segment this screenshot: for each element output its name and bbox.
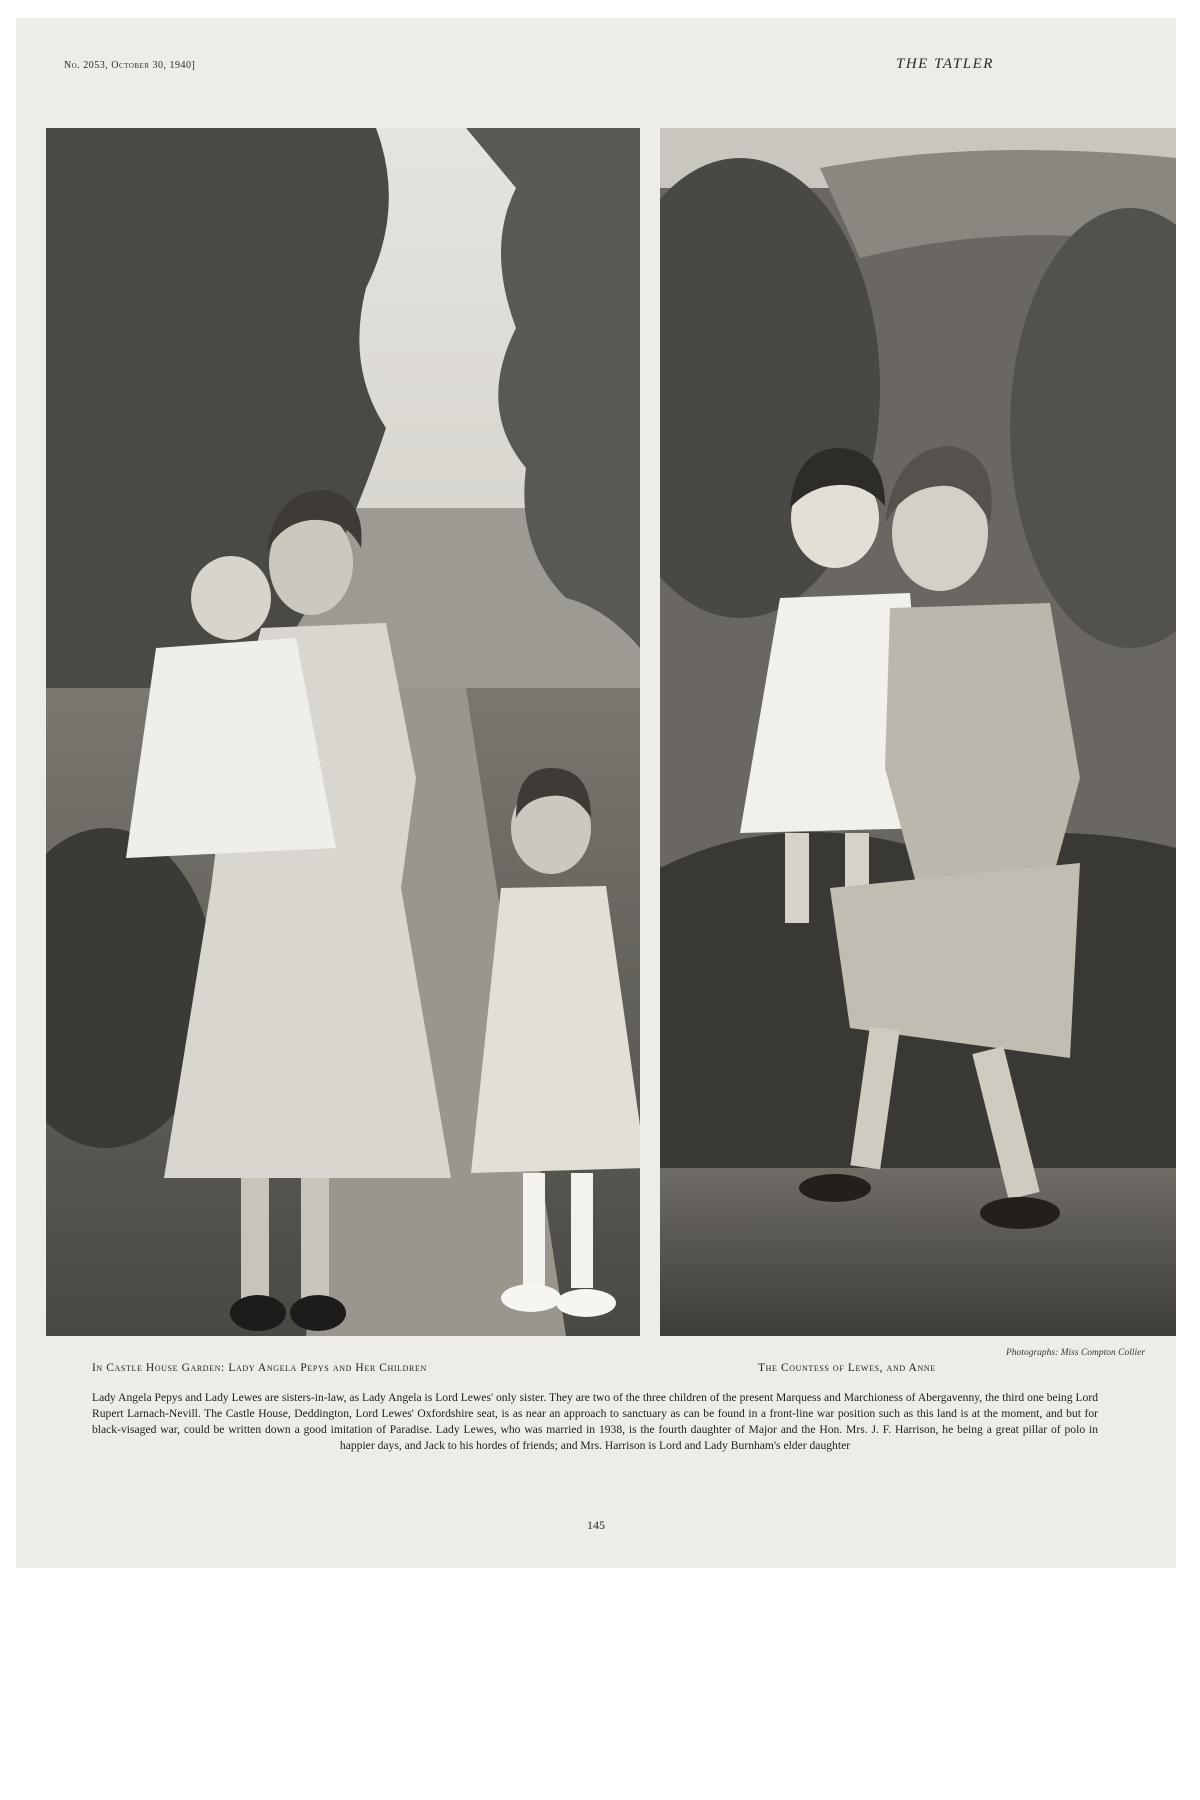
left-photo-caption-title: In Castle House Garden: Lady Angela Pepys and Her Children: [92, 1362, 427, 1374]
photo-left: [46, 128, 640, 1336]
page-number: 145: [587, 1518, 605, 1532]
right-photo-caption-title: The Countess of Lewes, and Anne: [758, 1362, 936, 1374]
photo-mother-baby-daughter-icon: [46, 128, 640, 1336]
magazine-title: THE TATLER: [896, 56, 994, 72]
magazine-page: [16, 18, 1176, 1568]
photo-credit: Photographs: Miss Compton Collier: [1006, 1348, 1146, 1358]
photo-mother-toddler-seated-icon: [660, 128, 1176, 1336]
photo-right: [660, 128, 1176, 1336]
issue-header: No. 2053, October 30, 1940]: [64, 60, 196, 71]
caption-body-text: Lady Angela Pepys and Lady Lewes are sisters-in-law, as Lady Angela is Lord Lewes' only sister. They are two of the three children of the present Marquess and Marchioness of Abergavenny, the third one being Lord Rupert Larnach-Nevill. The Castle House, Deddington, Lord Lewes' Oxfordshire seat, is as near an approach to sanctuary as can be found in a front-line war position such as this land is at the moment, and but for black-visaged war, could be written down a good imitation of Paradise. Lady Lewes, who was married in 1938, is the fourth daughter of Major and the Hon. Mrs. J. F. Harrison, he being a great pillar of polo in happier days, and Jack to his hordes of friends; and Mrs. Harrison is Lord and Lady Burnham's elder daughter: [92, 1391, 1098, 1452]
